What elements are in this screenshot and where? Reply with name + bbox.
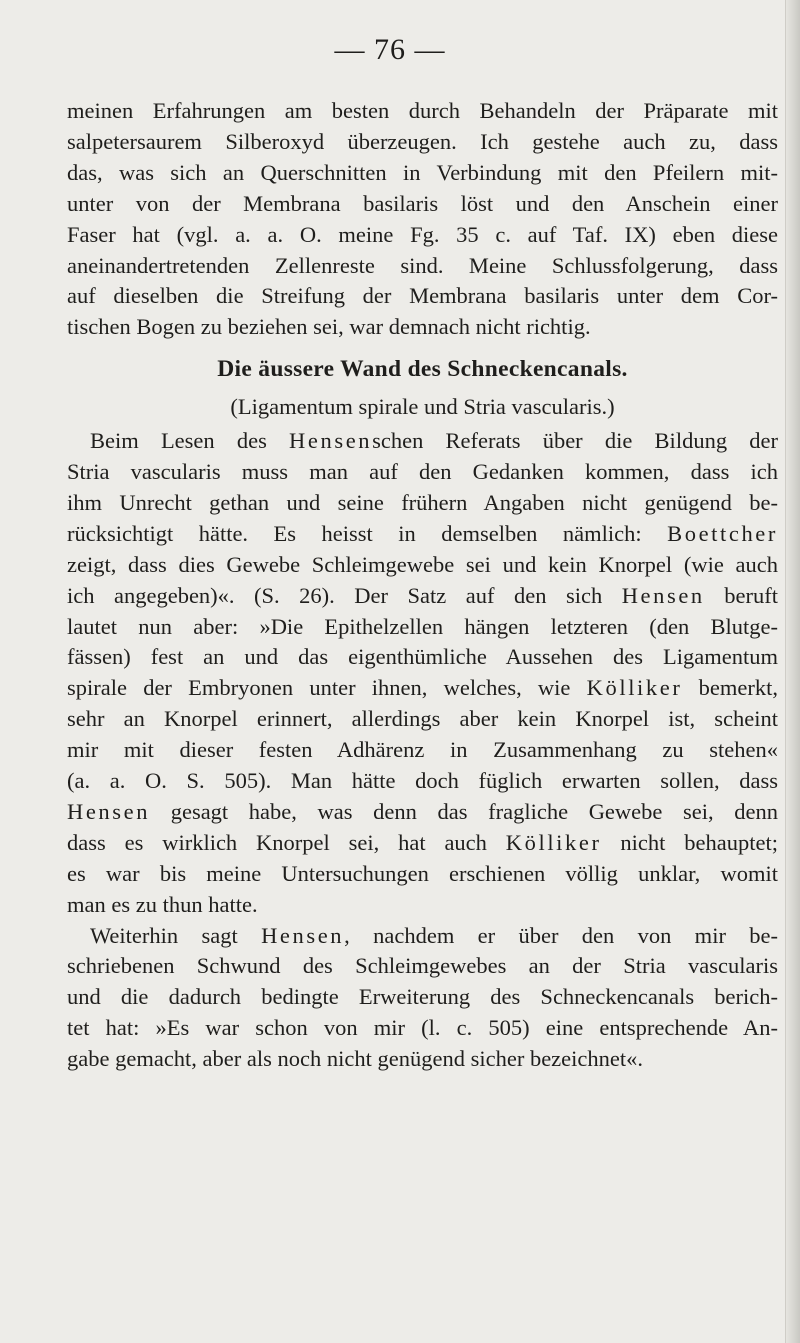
text-line: es war bis meine Untersuchungen erschienen völlig unklar, womit	[67, 860, 778, 886]
text-line	[67, 581, 778, 612]
text-line: Faser hat (vgl. a. a. O. meine Fg. 35 c. auf Taf. IX) eben diese	[67, 221, 778, 247]
text-line: mir mit dieser festen Adhärenz in Zusammenhang zu stehen«	[67, 737, 778, 763]
text-run: nicht behauptet;	[601, 829, 778, 855]
text-line: man es zu thun hatte.	[67, 891, 258, 917]
text-run: ich angegeben)«. (S. 26). Der Satz auf den sich	[67, 582, 622, 608]
text-line	[67, 921, 778, 952]
text-line: (a. a. O. S. 505). Man hätte doch füglich erwarten sollen, dass	[67, 768, 778, 794]
text-line: ihm Unrecht gethan und seine frühern Angaben nicht genügend be-	[67, 489, 778, 515]
text-line: auf dieselben die Streifung der Membrana basilaris unter dem Cor-	[67, 283, 778, 309]
page-number: — 76 —	[334, 33, 446, 66]
text-line: zeigt, dass dies Gewebe Schleimgewebe sei und kein Knorpel (wie auch	[67, 551, 778, 577]
author-name: Hensen	[621, 582, 705, 608]
text-line: gabe gemacht, aber als noch nicht genügend sicher bezeichnet«.	[67, 1046, 644, 1072]
text-line: meinen Erfahrungen am besten durch Behandeln der Präparate mit	[67, 98, 778, 123]
author-name: Boettcher	[667, 520, 778, 546]
author-name: Kölliker	[586, 675, 683, 701]
section-subheading: (Ligamentum spirale und Stria vascularis.)	[230, 394, 615, 420]
text-run: dass es wirklich Knorpel sei, hat auch	[67, 829, 506, 855]
text-run: Beim Lesen des	[90, 428, 290, 454]
author-name: Hensen	[289, 428, 373, 454]
text-line: tischen Bogen zu beziehen sei, war demnach nicht richtig.	[67, 314, 591, 340]
text-line: und die dadurch bedingte Erweiterung des Schneckencanals berich-	[67, 984, 778, 1010]
text-run: Weiterhin sagt	[90, 922, 262, 948]
text-line: Stria vascularis muss man auf den Gedanken kommen, dass ich	[67, 458, 778, 484]
text-line: lautet nun aber: »Die Epithelzellen hängen letzteren (den Blutge-	[67, 613, 778, 639]
text-line: aneinandertretenden Zellenreste sind. Meine Schlussfolgerung, dass	[67, 252, 778, 278]
text-run: rücksichtigt hätte. Es heisst in demselben nämlich:	[67, 520, 668, 546]
author-name: Kölliker	[505, 829, 602, 855]
body-text	[67, 96, 778, 1075]
text-line: tet hat: »Es war schon von mir (l. c. 505) eine entsprechende An-	[67, 1015, 778, 1041]
text-line	[67, 519, 778, 550]
text-run: gesagt habe, was denn das fragliche Gewebe sei, denn	[150, 798, 778, 824]
text-run: , nachdem er über den von mir be-	[344, 922, 778, 948]
section-heading: Die äussere Wand des Schneckencanals.	[217, 356, 628, 383]
author-name: Hensen	[67, 798, 151, 824]
text-run: bemerkt,	[682, 675, 778, 701]
text-line: das, was sich an Querschnitten in Verbindung mit den Pfeilern mit-	[67, 159, 778, 185]
text-line	[67, 797, 778, 828]
text-run: schen Referats über die Bildung der	[372, 428, 778, 454]
text-line	[67, 673, 778, 704]
text-line: sehr an Knorpel erinnert, allerdings aber kein Knorpel ist, scheint	[67, 706, 778, 732]
text-line: salpetersaurem Silberoxyd überzeugen. Ich gestehe auch zu, dass	[67, 128, 778, 154]
text-line: schriebenen Schwund des Schleimgewebes an der Stria vascularis	[67, 953, 778, 979]
text-line	[67, 426, 778, 457]
author-name: Hensen	[261, 922, 345, 948]
text-run: spirale der Embryonen unter ihnen, welches, wie	[67, 675, 587, 701]
text-line: fässen) fest an und das eigenthümliche Aussehen des Ligamentum	[67, 644, 778, 670]
text-line	[67, 828, 778, 859]
text-run: beruft	[704, 582, 778, 608]
page-edge	[785, 0, 800, 1343]
text-line: unter von der Membrana basilaris löst und den Anschein einer	[67, 190, 778, 216]
